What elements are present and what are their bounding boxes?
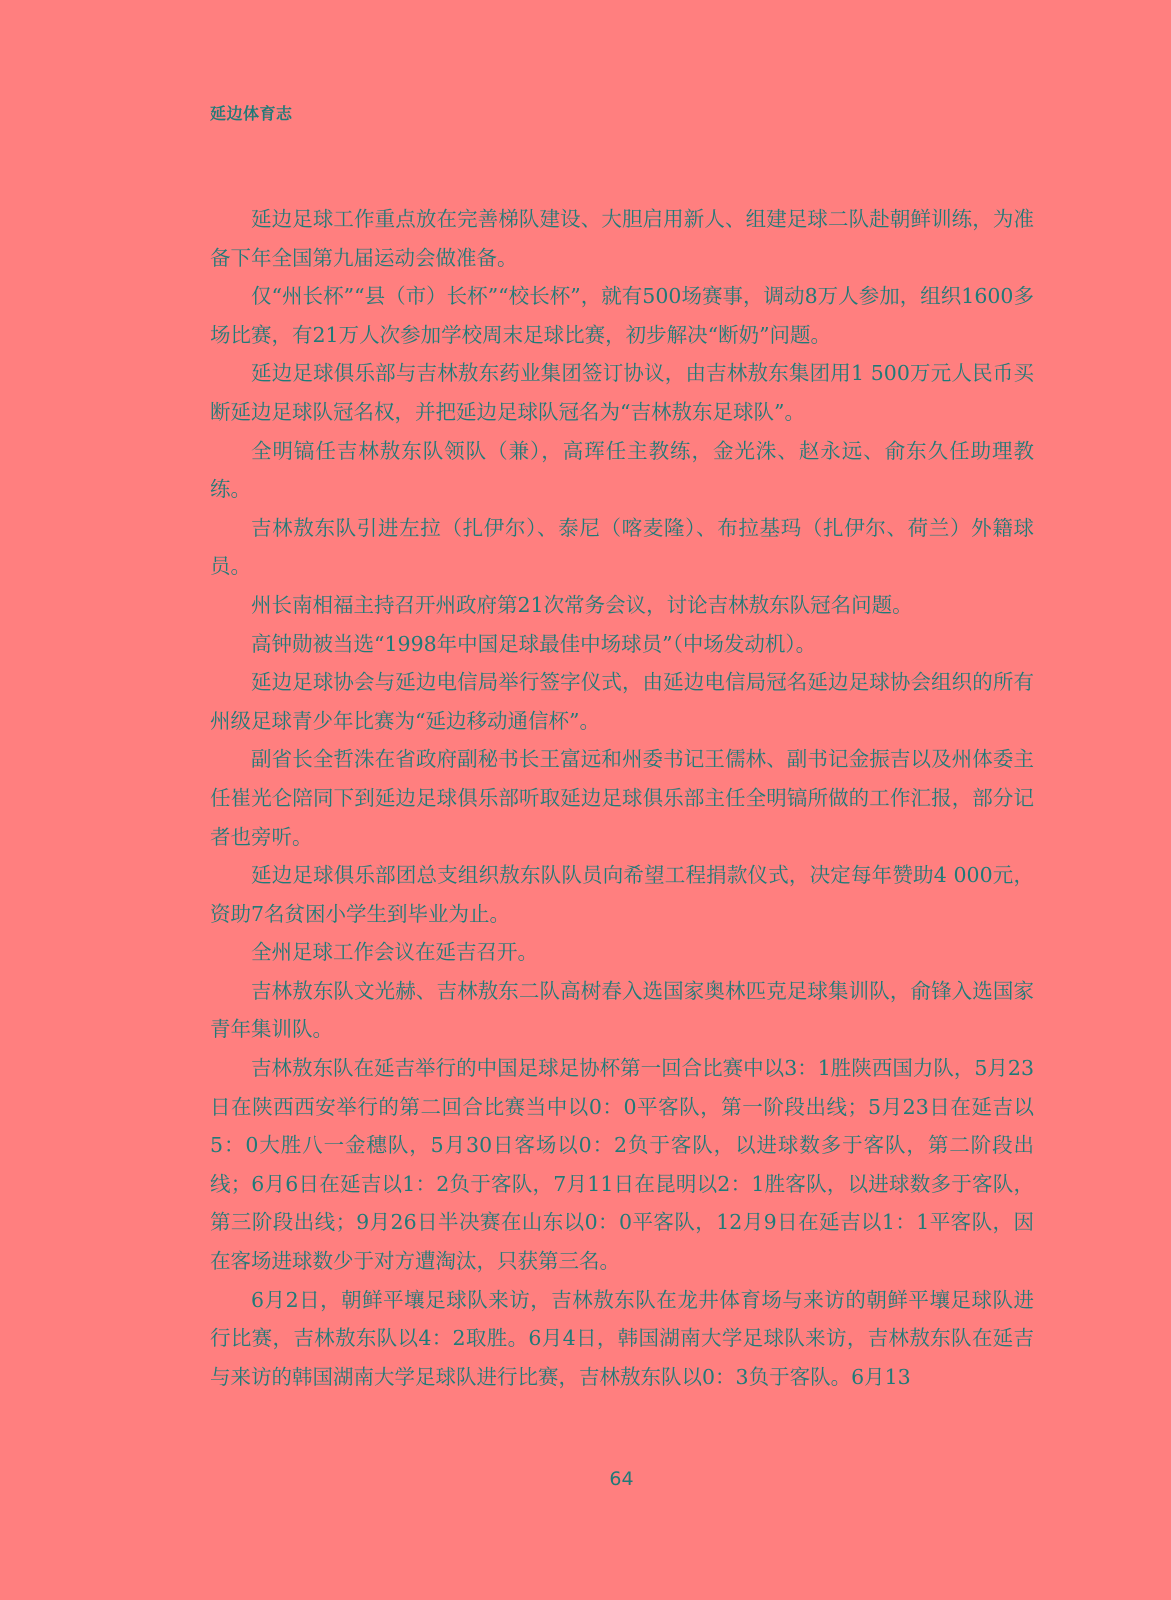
paragraph: 副省长全哲洙在省政府副秘书长王富远和州委书记王儒林、副书记金振吉以及州体委主任崔光仑陪同下到延边足球俱乐部听取延边足球俱乐部主任全明镐所做的工作汇报，部分记者也旁听。 [210,747,1034,849]
paragraph: 延边足球俱乐部与吉林敖东药业集团签订协议，由吉林敖东集团用1 500万元人民币买断延边足球队冠名权，并把延边足球队冠名为“吉林敖东足球队”。 [210,361,1034,424]
body-text [210,200,1034,1396]
paragraph: 全明镐任吉林敖东队领队（兼），高珲任主教练，金光洙、赵永远、俞东久任助理教练。 [210,438,1034,502]
running-header: 延边体育志 [210,104,293,123]
paragraph: 延边足球工作重点放在完善梯队建设、大胆启用新人、组建足球二队赴朝鲜训练，为准备下年全国第九届运动会做准备。 [210,207,1034,270]
paragraph: 延边足球俱乐部团总支组织敖东队队员向希望工程捐款仪式，决定每年赞助4 000元，资助7名贫困小学生到毕业为止。 [210,863,1034,926]
paragraph: 州长南相福主持召开州政府第21次常务会议，讨论吉林敖东队冠名问题。 [251,592,913,617]
page-number: 64 [609,1468,634,1490]
paragraph: 吉林敖东队在延吉举行的中国足球足协杯第一回合比赛中以3：1胜陕西国力队，5月23日在陕西西安举行的第二回合比赛当中以0：0平客队，第一阶段出线；5月23日在延吉以5：0大胜八一金穗队，5月30日客场以0：2负于客队，以进球数多于客队，第二阶段出线；6月6日在延吉以1：2负于客队，7月11日在昆明以2：1胜客队，以进球数多于客队，第三阶段出线；9月26日半决赛在山东以0：0平客队，12月9日在延吉以1：1平客队，因在客场进球数少于对方遭淘汰，只获第三名。 [210,1056,1034,1274]
paragraph: 延边足球协会与延边电信局举行签字仪式，由延边电信局冠名延边足球协会组织的所有州级足球青少年比赛为“延边移动通信杯”。 [210,670,1034,733]
paragraph: 吉林敖东队引进左拉（扎伊尔）、泰尼（喀麦隆）、布拉基玛（扎伊尔、荷兰）外籍球员。 [210,515,1034,579]
paragraph: 仅“州长杯”“县（市）长杯”“校长杯”，就有500场赛事，调动8万人参加，组织1600多场比赛，有21万人次参加学校周末足球比赛，初步解决“断奶”问题。 [210,284,1034,347]
paragraph: 6月2日，朝鲜平壤足球队来访，吉林敖东队在龙井体育场与来访的朝鲜平壤足球队进行比赛，吉林敖东队以4：2取胜。6月4日，韩国湖南大学足球队来访，吉林敖东队在延吉与来访的韩国湖南大学足球队进行比赛，吉林敖东队以0：3负于客队。6月13 [210,1287,1034,1389]
paragraph: 高钟勋被当选“1998年中国足球最佳中场球员”（中场发动机）。 [251,631,817,656]
paragraph: 全州足球工作会议在延吉召开。 [251,940,538,965]
paragraph: 吉林敖东队文光赫、吉林敖东二队高树春入选国家奥林匹克足球集训队，俞锋入选国家青年集训队。 [210,978,1034,1042]
